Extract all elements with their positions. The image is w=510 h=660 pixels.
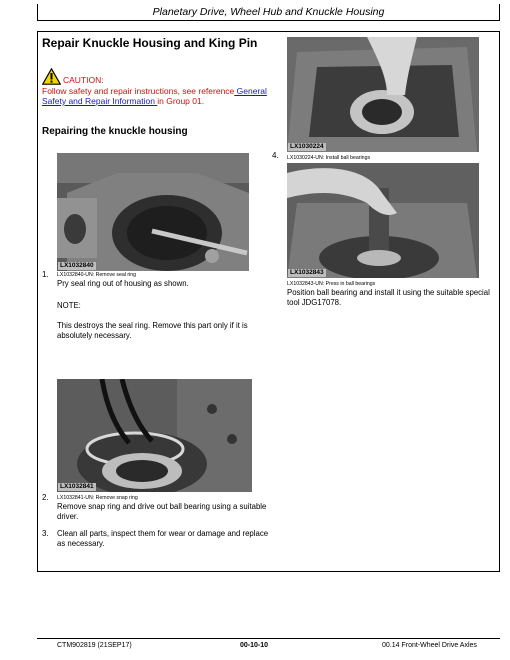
caution-label: CAUTION: bbox=[63, 75, 104, 85]
photo-label: LX1032843 bbox=[290, 269, 324, 276]
caution-text bbox=[42, 86, 270, 106]
photo-caption: LX1032843-UN: Press in ball bearings bbox=[287, 281, 376, 287]
step-number: 4. bbox=[272, 151, 279, 160]
step-text: Pry seal ring out of housing as shown. bbox=[57, 279, 189, 288]
safety-reference-link[interactable]: General Safety and Repair Information bbox=[42, 86, 267, 106]
photo-remove-seal-ring bbox=[57, 153, 249, 271]
running-header: Planetary Drive, Wheel Hub and Knuckle Housing bbox=[37, 4, 500, 21]
subheading: Repairing the knuckle housing bbox=[42, 126, 188, 137]
note-text: This destroys the seal ring. Remove this part only if it is absolutely necessary. bbox=[57, 321, 248, 340]
footer-rule bbox=[37, 638, 500, 639]
step-number: 2. bbox=[42, 493, 49, 502]
step-text: Position ball bearing and install it using the suitable special tool JDG17078. bbox=[287, 288, 490, 307]
photo-press-in-ball-bearings bbox=[287, 163, 479, 278]
photo-caption: LX1032840-UN: Remove seal ring bbox=[57, 272, 137, 278]
photo-caption: LX1032841-UN: Remove snap ring bbox=[57, 495, 138, 501]
footer-doc-id: CTM902819 (21SEP17) bbox=[57, 642, 132, 649]
photo-label: LX1032840 bbox=[60, 262, 94, 269]
footer-page-number: 00-10-10 bbox=[240, 642, 269, 649]
caution-text-after: in Group 01. bbox=[157, 96, 205, 106]
note-label: NOTE: bbox=[57, 301, 81, 310]
caution-text-before: Follow safety and repair instructions, see reference bbox=[42, 86, 235, 96]
photo-caption: LX1030224-UN: Install ball bearings bbox=[287, 155, 371, 161]
step-number: 1. bbox=[42, 270, 49, 279]
step-number: 3. bbox=[42, 529, 49, 538]
photo-label: LX1030224 bbox=[290, 143, 324, 150]
warning-triangle-icon bbox=[42, 68, 61, 85]
photo-remove-snap-ring bbox=[57, 379, 252, 492]
footer-section-name: 00.14 Front-Wheel Drive Axles bbox=[382, 642, 477, 649]
photo-label: LX1032841 bbox=[60, 483, 94, 490]
photo-install-ball-bearings bbox=[287, 37, 479, 152]
section-title: Repair Knuckle Housing and King Pin bbox=[42, 36, 258, 50]
step-text: Clean all parts, inspect them for wear or damage and replace as necessary. bbox=[57, 529, 269, 548]
step-text: Remove snap ring and drive out ball bearing using a suitable driver. bbox=[57, 502, 267, 521]
